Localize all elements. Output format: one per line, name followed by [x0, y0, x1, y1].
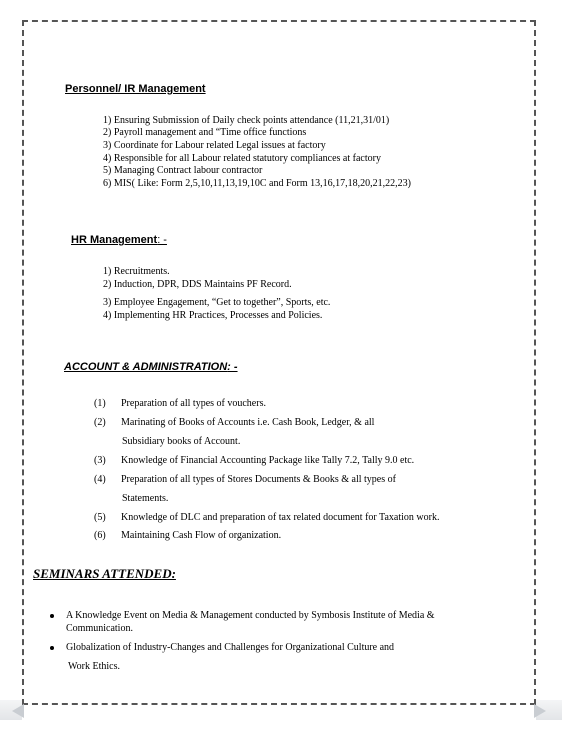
personnel-heading-text: Personnel/ IR Management [65, 83, 206, 95]
personnel-item: 3) Coordinate for Labour related Legal issues at factory [103, 140, 326, 151]
personnel-item: 6) MIS( Like: Form 2,5,10,11,13,19,10C and Form 13,16,17,18,20,21,22,23) [103, 178, 411, 189]
seminar-item-line: Work Ethics. [68, 661, 120, 672]
personnel-item: 5) Managing Contract labour contractor [103, 165, 263, 176]
seminar-item-line: Globalization of Industry-Changes and Challenges for Organizational Culture and [66, 642, 395, 653]
account-item-number: (6) [94, 530, 106, 541]
account-item-number: (5) [94, 512, 106, 523]
bullet-icon [50, 646, 54, 650]
hr-heading [71, 234, 167, 246]
account-item-text: Marinating of Books of Accounts i.e. Cash Book, Ledger, & all [121, 417, 375, 428]
account-heading-text: ACCOUNT & ADMINISTRATION [64, 361, 228, 373]
account-item-text: Preparation of all types of vouchers. [121, 398, 266, 409]
seminars-heading: SEMINARS ATTENDED: [33, 566, 176, 581]
account-item-text: Knowledge of Financial Accounting Package like Tally 7.2, Tally 9.0 etc. [121, 455, 415, 466]
account-item-number: (3) [94, 455, 106, 466]
hr-heading-text: HR Management [71, 234, 158, 246]
account-heading-suffix: : - [227, 361, 238, 373]
hr-heading-suffix: : - [157, 234, 167, 246]
personnel-heading [65, 83, 206, 95]
account-item-text: Preparation of all types of Stores Documents & Books & all types of [121, 474, 396, 485]
account-item-text: Subsidiary books of Account. [122, 436, 241, 447]
seminar-item-line: A Knowledge Event on Media & Management conducted by Symbosis Institute of Media & [66, 610, 435, 621]
personnel-item: 2) Payroll management and “Time office functions [103, 127, 307, 138]
account-item-number: (4) [94, 474, 106, 485]
personnel-item: 4) Responsible for all Labour related statutory compliances at factory [103, 153, 381, 164]
scroll-right-arrow-icon[interactable] [534, 704, 546, 718]
hr-item: 2) Induction, DPR, DDS Maintains PF Record. [103, 279, 292, 290]
hr-item: 1) Recruitments. [103, 266, 170, 277]
hr-item: 4) Implementing HR Practices, Processes and Policies. [103, 310, 323, 321]
account-item-text: Statements. [122, 493, 169, 504]
hr-item: 3) Employee Engagement, “Get to together”, Sports, etc. [103, 297, 331, 308]
account-item-number: (1) [94, 398, 106, 409]
account-heading [64, 361, 238, 373]
personnel-item: 1) Ensuring Submission of Daily check points attendance (11,21,31/01) [103, 115, 390, 126]
seminar-item-line: Communication. [66, 623, 133, 634]
scroll-left-arrow-icon[interactable] [12, 704, 24, 718]
bullet-icon [50, 614, 54, 618]
account-item-number: (2) [94, 417, 106, 428]
account-item-text: Knowledge of DLC and preparation of tax related document for Taxation work. [121, 512, 440, 523]
account-item-text: Maintaining Cash Flow of organization. [121, 530, 282, 541]
